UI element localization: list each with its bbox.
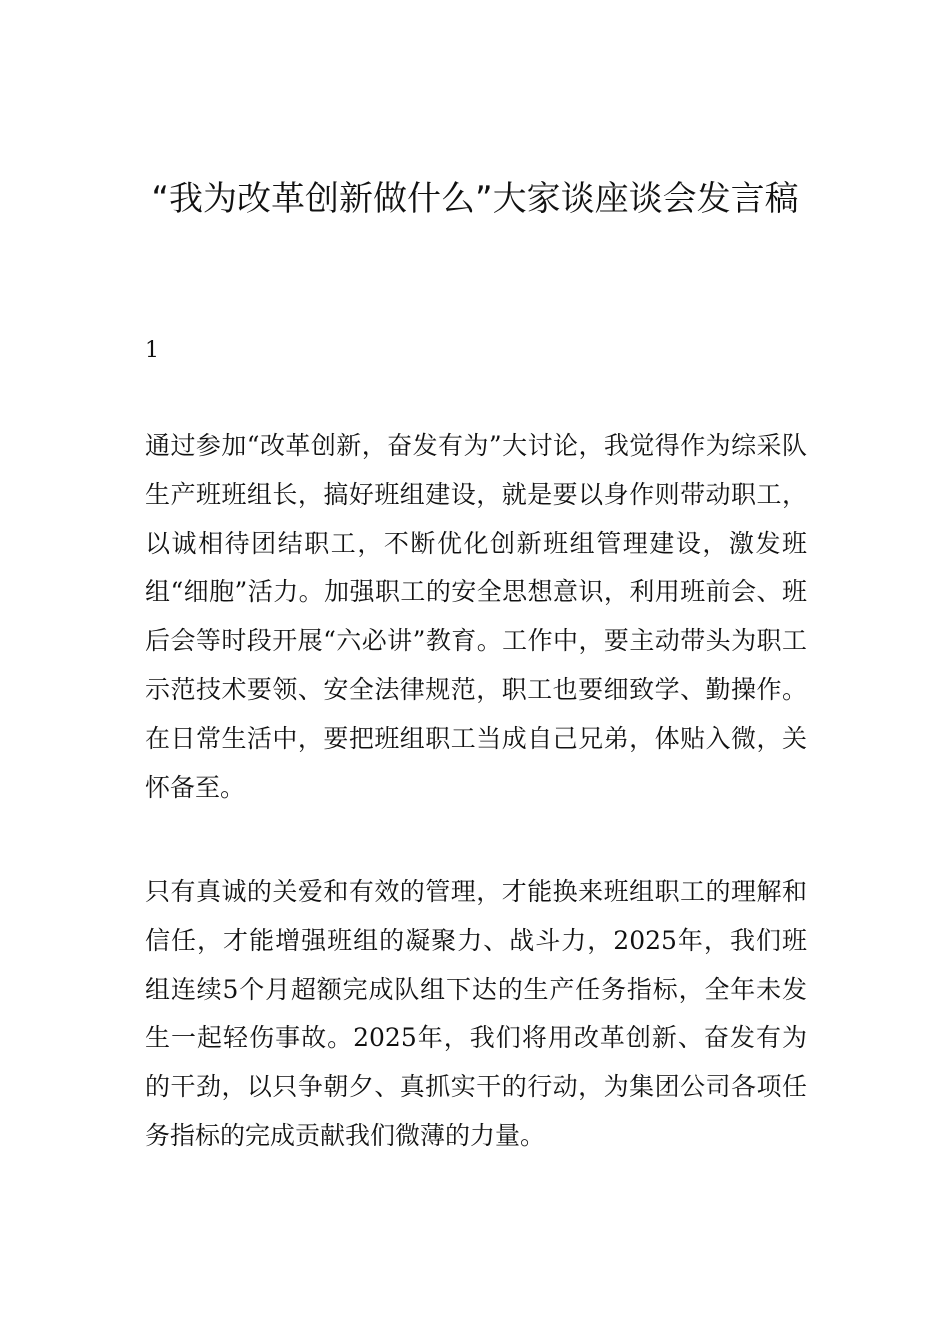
paragraph-1: 通过参加“改革创新，奋发有为”大讨论，我觉得作为综采队生产班班组长，搞好班组建设，就是要以身作则带动职工，以诚相待团结职工，不断优化创新班组管理建设，激发班组“细胞”活力。加强职工的安全思想意识，利用班前会、班后会等时段开展“六必讲”教育。工作中，要主动带头为职工示范技术要领、安全法律规范，职工也要细致学、勤操作。在日常生活中，要把班组职工当成自己兄弟，体贴入微，关怀备至。	[145, 431, 807, 802]
section-number: 1	[145, 338, 159, 363]
document-title: “我为改革创新做什么”大家谈座谈会发言稿	[151, 179, 799, 219]
paragraph-2: 只有真诚的关爱和有效的管理，才能换来班组职工的理解和信任，才能增强班组的凝聚力、战斗力，2025年，我们班组连续5个月超额完成队组下达的生产任务指标，全年未发生一起轻伤事故。2025年，我们将用改革创新、奋发有为的干劲，以只争朝夕、真抓实干的行动，为集团公司各项任务指标的完成贡献我们微薄的力量。	[145, 877, 807, 1150]
